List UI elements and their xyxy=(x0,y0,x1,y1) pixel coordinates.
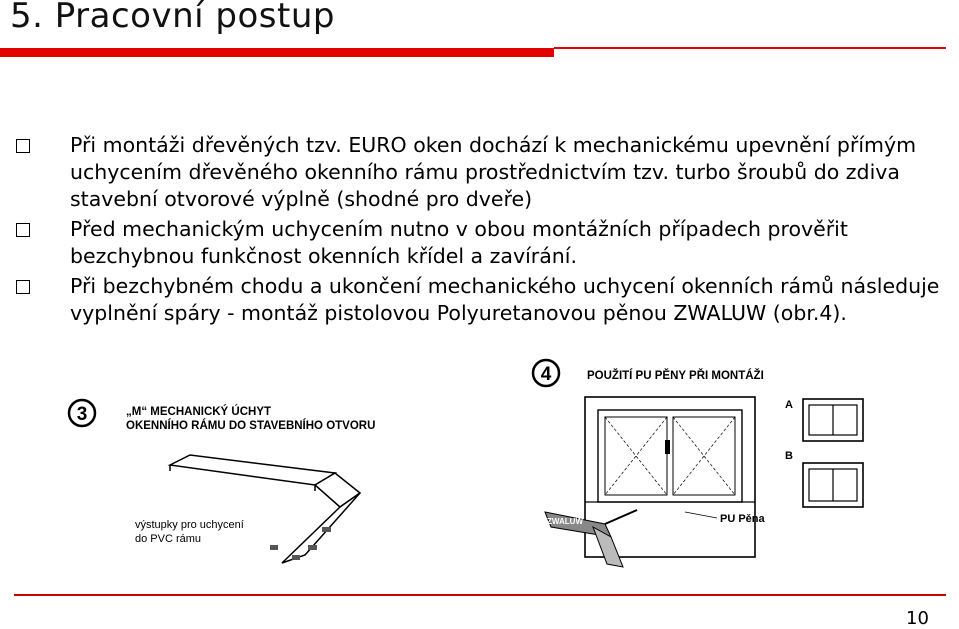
metal-anchor-drawing xyxy=(170,455,360,563)
variant-a-frame-drawing xyxy=(803,399,863,441)
figure-caption: do PVC rámu xyxy=(135,533,202,545)
foam-pointer-line xyxy=(685,512,717,518)
figure-heading: „M“ MECHANICKÝ ÚCHYT xyxy=(126,406,272,418)
variant-label-a: A xyxy=(785,399,793,411)
foam-label: PU Pěna xyxy=(720,513,765,525)
figure-heading: POUŽITÍ PU PĚNY PŘI MONTÁŽI xyxy=(587,370,764,382)
list-item xyxy=(10,216,940,270)
list-item xyxy=(10,273,940,327)
window-handle-icon xyxy=(665,440,670,454)
bullet-list xyxy=(10,132,940,327)
page-number: 10 xyxy=(906,608,929,629)
figure-3-anchor-diagram xyxy=(60,395,420,570)
figure-number: 3 xyxy=(76,404,88,425)
title-underline-thin xyxy=(554,47,946,49)
bullet-text: Při bezchybném chodu a ukončení mechanického uchycení okenních rámů následuje vyplnění spáry - montáž pistolovou Polyuretanovou pěnou ZWALUW (obr.4). xyxy=(70,274,940,325)
figure-heading: OKENNÍHO RÁMU DO STAVEBNÍHO OTVORU xyxy=(126,420,376,432)
variant-b-frame-drawing xyxy=(803,463,863,507)
foam-gun-label: ZWALUW xyxy=(547,517,583,526)
square-bullet-icon xyxy=(16,139,30,153)
page-title: 5. Pracovní postup xyxy=(10,0,335,36)
footer-rule xyxy=(14,594,946,596)
list-item xyxy=(10,132,940,213)
bullet-text: Před mechanickým uchycením nutno v obou montážních případech prověřit bezchybnou funkčnost okenních křídel a zavírání. xyxy=(70,217,848,268)
square-bullet-icon xyxy=(16,280,30,294)
figure-caption: výstupky pro uchycení xyxy=(135,519,244,531)
variant-label-b: B xyxy=(785,450,793,462)
bullet-text: Při montáži dřevěných tzv. EURO oken dochází k mechanickému upevnění přímým uchycením dřevěného okenního rámu prostřednictvím tzv. turbo šroubů do zdiva stavební otvorové výplně (shodné pro dveře) xyxy=(70,133,917,211)
figure-4-pu-foam-diagram xyxy=(525,352,945,572)
window-drawing xyxy=(585,397,755,557)
square-bullet-icon xyxy=(16,223,30,237)
figure-number: 4 xyxy=(540,364,552,385)
title-underline-thick xyxy=(0,48,554,57)
